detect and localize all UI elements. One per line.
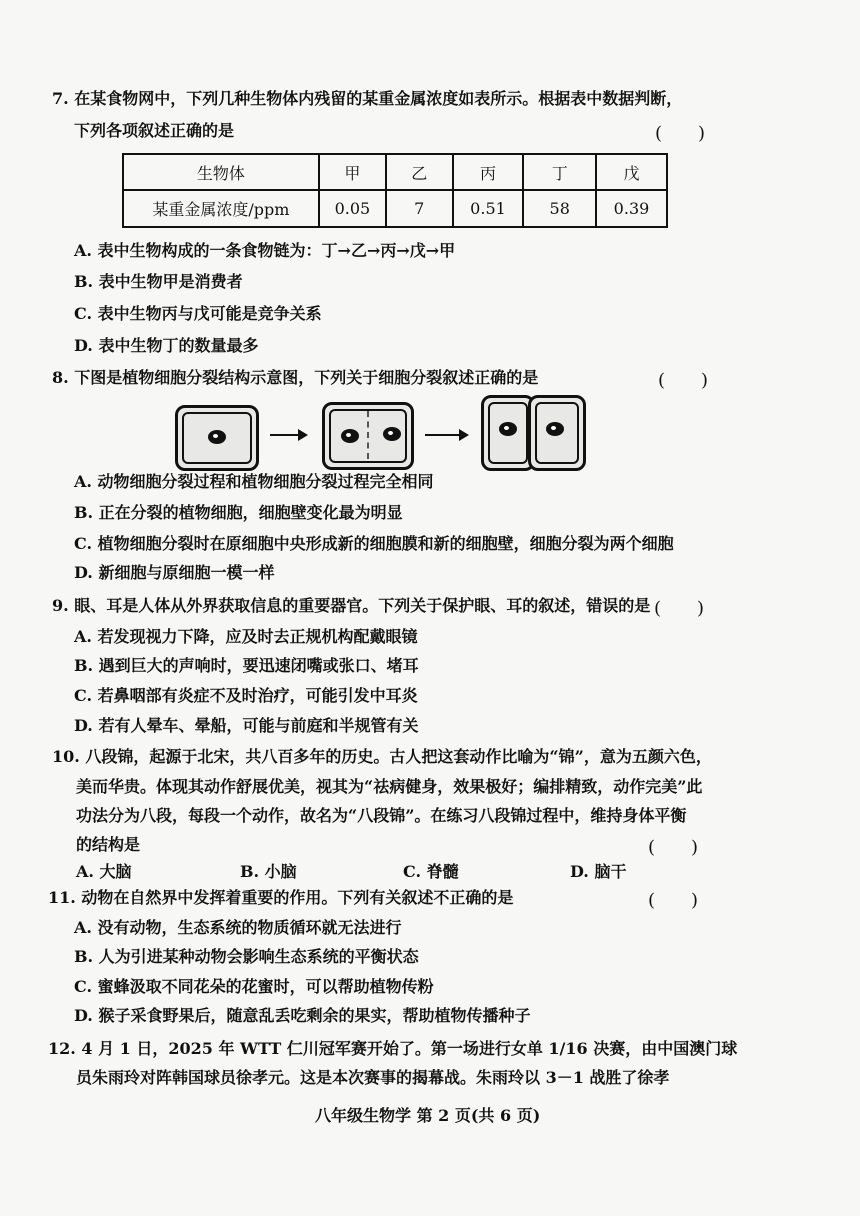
q10-stem-line3: 功法分为八段，每段一个动作，故名为“八段锦”。在练习八段锦过程中，维持身体平衡 — [76, 806, 687, 825]
q9-stem: 9. 眼、耳是人体从外界获取信息的重要器官。下列关于保护眼、耳的叙述，错误的是 — [52, 596, 651, 615]
q11-stem: 11. 动物在自然界中发挥着重要的作用。下列有关叙述不正确的是 — [48, 888, 514, 907]
q7-option-c: C. 表中生物丙与戊可能是竞争关系 — [74, 304, 322, 323]
q7-option-d: D. 表中生物丁的数量最多 — [74, 336, 259, 355]
q9-option-a: A. 若发现视力下降，应及时去正规机构配戴眼镜 — [74, 627, 418, 646]
table-header-cell: 甲 — [319, 154, 386, 190]
q10-stem-line1: 10. 八段锦，起源于北宋，共八百多年的历史。古人把这套动作比喻为“锦”，意为五颜六色， — [52, 747, 712, 766]
q11-option-b: B. 人为引进某种动物会影响生态系统的平衡状态 — [74, 947, 419, 966]
parent-cell — [175, 405, 259, 471]
q8-option-a: A. 动物细胞分裂过程和植物细胞分裂过程完全相同 — [74, 472, 434, 491]
nucleus — [499, 422, 517, 436]
table-header-cell: 丙 — [453, 154, 524, 190]
q10-option-b: B. 小脑 — [240, 862, 297, 881]
table-cell: 0.51 — [453, 190, 524, 227]
nucleus — [546, 422, 564, 436]
q8-option-c: C. 植物细胞分裂时在原细胞中央形成新的细胞膜和新的细胞壁，细胞分裂为两个细胞 — [74, 534, 674, 553]
dividing-cell — [322, 402, 414, 470]
q7-answer-paren: ( ) — [655, 123, 706, 144]
q7-concentration-table — [122, 153, 668, 228]
q8-stem: 8. 下图是植物细胞分裂结构示意图，下列关于细胞分裂叙述正确的是 — [52, 368, 539, 387]
q9-option-b: B. 遇到巨大的声响时，要迅速闭嘴或张口、堵耳 — [74, 656, 419, 675]
forming-cell-plate — [367, 411, 369, 459]
q11-answer-paren: ( ) — [648, 890, 699, 911]
q11-option-d: D. 猴子采食野果后，随意乱丢吃剩余的果实，帮助植物传播种子 — [74, 1006, 531, 1025]
table-header-cell: 乙 — [386, 154, 453, 190]
table-header-row — [123, 154, 667, 190]
q7-option-a: A. 表中生物构成的一条食物链为：丁→乙→丙→戊→甲 — [74, 241, 456, 260]
table-header-cell: 丁 — [523, 154, 595, 190]
q10-option-d: D. 脑干 — [570, 862, 627, 881]
arrow-right-icon — [270, 434, 306, 436]
q11-option-c: C. 蜜蜂汲取不同花朵的花蜜时，可以帮助植物传粉 — [74, 977, 434, 996]
q10-answer-paren: ( ) — [648, 837, 699, 858]
table-header-cell: 戊 — [596, 154, 667, 190]
q10-stem-line2: 美而华贵。体现其动作舒展优美，视其为“祛病健身，效果极好；编排精致，动作完美”此 — [76, 777, 703, 796]
table-cell: 7 — [386, 190, 453, 227]
arrow-right-icon — [425, 434, 467, 436]
table-cell: 0.05 — [319, 190, 386, 227]
q8-option-d: D. 新细胞与原细胞一模一样 — [74, 563, 275, 582]
q8-answer-paren: ( ) — [658, 370, 709, 391]
q9-answer-paren: ( ) — [654, 598, 705, 619]
q9-option-c: C. 若鼻咽部有炎症不及时治疗，可能引发中耳炎 — [74, 686, 418, 705]
table-cell: 0.39 — [596, 190, 667, 227]
q10-stem-line4: 的结构是 — [76, 835, 141, 854]
table-row — [123, 190, 667, 227]
q7-option-b: B. 表中生物甲是消费者 — [74, 272, 243, 291]
q7-stem-line1: 7. 在某食物网中，下列几种生物体内残留的某重金属浓度如表所示。根据表中数据判断， — [52, 89, 683, 108]
q9-option-d: D. 若有人晕车、晕船，可能与前庭和半规管有关 — [74, 716, 419, 735]
page-footer: 八年级生物学 第 2 页(共 6 页) — [315, 1106, 541, 1125]
q7-stem-line2: 下列各项叙述正确的是 — [74, 121, 235, 140]
q12-stem-line2: 员朱雨玲对阵韩国球员徐孝元。这是本次赛事的揭幕战。朱雨玲以 3－1 战胜了徐孝 — [76, 1068, 670, 1087]
daughter-cell-left — [481, 395, 535, 471]
q12-stem-line1: 12. 4 月 1 日，2025 年 WTT 仁川冠军赛开始了。第一场进行女单 1/16 决赛，由中国澳门球 — [48, 1039, 738, 1058]
table-header-cell: 生物体 — [123, 154, 319, 190]
nucleus — [341, 429, 359, 443]
nucleus — [383, 427, 401, 441]
q11-option-a: A. 没有动物，生态系统的物质循环就无法进行 — [74, 918, 402, 937]
table-cell: 某重金属浓度/ppm — [123, 190, 319, 227]
q8-option-b: B. 正在分裂的植物细胞，细胞壁变化最为明显 — [74, 503, 403, 522]
q10-option-c: C. 脊髓 — [403, 862, 459, 881]
q10-option-a: A. 大脑 — [76, 862, 132, 881]
nucleus — [208, 430, 226, 444]
daughter-cell-right — [528, 395, 586, 471]
table-cell: 58 — [523, 190, 595, 227]
